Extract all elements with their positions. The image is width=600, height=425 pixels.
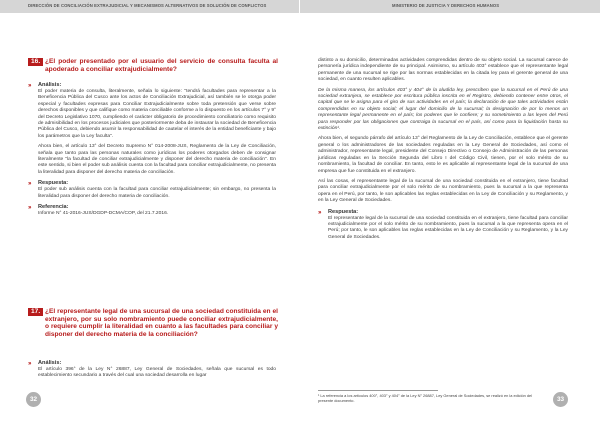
answer-label: Respuesta: xyxy=(328,208,359,215)
answer-paragraph: El poder sub análisis cuenta con la facultad para conciliar extrajudicialmente; sin embargo, no presenta la literalidad para disponer del derecho materia de conciliación. xyxy=(38,187,276,199)
analysis-paragraph: El poder materia de consulta, literalmente, señala lo siguiente: "tendrá facultades para representar a la Beneficencia Pública del Cusco ante los actos de Conciliación Extrajudicial, así también se le otorga poder especial y facultades expresas para Conciliar Extrajudicialmente sobre toda pretensión que verse sobre derechos disponibles y que califique como materia conciliable conforme a lo dispuesto en los artículos 7° y 9° del Decreto Legislativo 1070, cumpliendo el carácter obligatorio de procedimiento conciliatorio como requisito de admisibilidad en los procesos judiciales que posteriormente deba de instaurar la sociedad de Beneficencia Pública del Cusco, debiendo asumir la responsabilidad de cautelar el interés de la entidad beneficiante y bajo los parámetros que la Ley faculta". xyxy=(38,89,276,139)
question-17 xyxy=(28,308,278,338)
analysis-heading xyxy=(28,82,276,89)
right-page-body xyxy=(318,58,568,245)
header-divider xyxy=(299,0,300,13)
page-number-left: 32 xyxy=(26,392,41,407)
reference-heading xyxy=(28,204,276,211)
chevron-right-icon: ›› xyxy=(318,208,321,216)
left-page-body-2 xyxy=(28,360,276,384)
page-number-right: 33 xyxy=(553,392,568,407)
chevron-right-icon: ›› xyxy=(28,360,31,367)
analysis-paragraph: Ahora bien, el artículo 13° del Decreto Supremo N° 014-2008-JUS, Reglamento de la Ley de Conciliación, señala que tanto para las personas naturales como jurídicas los poderes otorgados deben de consignar literalmente "la facultad de conciliar extrajudicialmente y disponer del derecho materia de conciliación". En este sentido, si bien el poder sub análisis cuenta con la facultad para conciliar extrajudicialmente, no presenta la literalidad para disponer del derecho materia de conciliación. xyxy=(38,144,276,175)
answer-heading xyxy=(318,209,568,216)
question-number: 17. xyxy=(28,308,43,316)
reference-text: Informe N° 41-2016-JUS/DGDP-DCMA/COP, del 21.7.2016. xyxy=(38,211,169,217)
chevron-right-icon: ›› xyxy=(28,180,31,188)
paragraph: Ahora bien, el segundo párrafo del artículo 13° del Reglamento de la Ley de Conciliación, establece que el gerente general o los administradores de las sociedades reguladas en la Ley General de Sociedades, así como el administrador, representante legal, presidente del Consejo Directivo o Consejo de Administración de las personas jurídicas reguladas en la Sección Segunda del Libro I del Código Civil, tienen, por el solo mérito de su nombramiento, la facultad de conciliar. En tanto, esto le es aplicable al representante legal de la sucursal de una empresa que fue constituida en el extranjero. xyxy=(318,136,568,174)
header-bar xyxy=(0,0,600,13)
chevron-right-icon: ›› xyxy=(28,204,31,212)
header-right-title: MINISTERIO DE JUSTICIA Y DERECHOS HUMANOS xyxy=(392,3,500,8)
answer-paragraph: El representante legal de la sucursal de una sociedad constituida en el extranjero, tiene facultad para conciliar extrajudicialmente por el solo mérito de su nombramiento, pues la sucursal a la que representa opera en el Perú; por tanto, le son aplicables las reglas establecidas en la Ley de Conciliación y su Reglamento, y la Ley General de Sociedades. xyxy=(328,215,568,240)
header-left-title: DIRECCIÓN DE CONCILIACIÓN EXTRAJUDICIAL Y MECANISMOS ALTERNATIVOS DE SOLUCIÓN DE CONFLICTOS xyxy=(28,3,267,8)
answer-heading xyxy=(28,180,276,187)
paragraph: Así las cosas, el representante legal de la sucursal de una sociedad constituida en el extranjero, tiene facultad para conciliar extrajudicialmente por el solo mérito de su nombramiento, pues la sucursal a la que representa opera en el Perú, por tanto, le son aplicables las reglas establecidas en la Ley de Conciliación y su Reglamento, y en la Ley General de Sociedades. xyxy=(318,178,568,204)
analysis-heading xyxy=(28,360,276,367)
paragraph-italic: De la misma manera, los artículos 403° y 404° de la aludida ley, prescriben que la sucursal en el Perú de una sociedad extranjera, se establece por escritura pública inscrita en el Registro, debiendo contener entre otros, el capital que se le asigna para el giro de sus actividades en el país; la declaración de que tales actividades están comprendidas en su objeto social; el lugar del domicilio de la sucursal; la designación de por lo menos un representante legal permanente en el país; los poderes que le confiere; y su sometimiento a las leyes del Perú para responder por las obligaciones que contraiga la sucursal en el país, así como para la liquidación hasta su extinción¹. xyxy=(318,87,568,132)
left-page-body xyxy=(28,82,276,222)
question-16 xyxy=(28,58,278,73)
footnote: ¹ La referencia a los artículos 400°, 403° y 404° de la Ley N° 26887, Ley General de Sociedades, se realizó en la edición del presente documento. xyxy=(318,393,533,403)
analysis-label: Análisis: xyxy=(38,360,62,366)
question-text: ¿El poder presentado por el usuario del servicio de consulta faculta al apoderado a conciliar extrajudicialmente? xyxy=(45,58,278,73)
paragraph: distinto a su domicilio, determinadas actividades comprendidas dentro de su objeto social. La sucursal carece de personería jurídica independiente de su principal. Asimismo, su artículo 403° establece que el representante legal permanente de una sucursal se rige por las normas establecidas en la citada ley para el gerente general de una sociedad, en cuanto resulten aplicables. xyxy=(318,58,568,83)
question-number: 16. xyxy=(28,58,43,66)
chevron-right-icon: ›› xyxy=(28,82,31,89)
analysis-label: Análisis: xyxy=(38,82,62,88)
reference-label: Referencia: xyxy=(38,204,69,211)
question-text: ¿El representante legal de una sucursal de una sociedad constituida en el extranjero, por su solo nombramiento puede conciliar extrajudicialmente, o requiere cumplir la literalidad en cuanto a las facultades para conciliar y disponer del derecho materia de la conciliación? xyxy=(45,308,278,338)
footnote-divider xyxy=(318,390,438,391)
analysis-paragraph: El artículo 396° de la Ley N° 26887, Ley General de Sociedades, señala que sucursal es todo establecimiento secundario a través del cual una sociedad desarrolla en lugar xyxy=(38,367,276,379)
answer-label: Respuesta: xyxy=(38,180,69,187)
